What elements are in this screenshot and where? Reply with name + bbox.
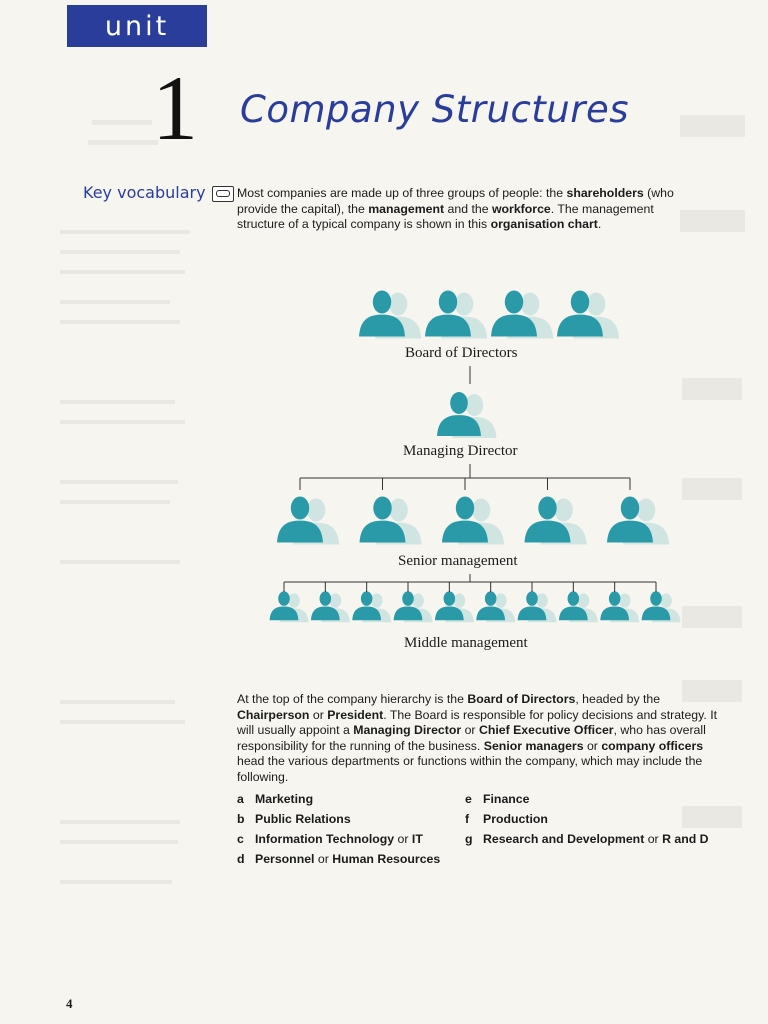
list-item: g Research and Development or R and D (465, 832, 709, 846)
page-title: Company Structures (240, 88, 629, 131)
body-paragraph (237, 692, 732, 785)
list-item: a Marketing (237, 792, 314, 806)
term: Senior managers (483, 738, 584, 753)
list-item: e Finance (465, 792, 530, 806)
middle-management-label: Middle management (404, 635, 528, 651)
section-heading: Key vocabulary (83, 183, 206, 202)
unit-label: unit (104, 10, 170, 42)
intro-text: and the (444, 201, 492, 216)
term: President (327, 707, 384, 722)
intro-text: . (597, 217, 602, 231)
term: shareholders (566, 186, 644, 200)
term: management (368, 201, 445, 216)
list-item: c Information Technology or IT (237, 832, 423, 846)
body-text: . The Board is responsible for policy decisions and strategy. It will usually appoint a (237, 707, 718, 737)
body-text: head the various departments or functions within the company, which may include the following. (237, 754, 703, 784)
body-text: or (461, 723, 479, 737)
managing-director-label: Managing Director (403, 443, 518, 459)
list-item: d Personnel or Human Resources (237, 852, 441, 866)
list-item: f Production (465, 812, 548, 826)
body-text: or (583, 738, 602, 753)
intro-text: Most companies are made up of three groups of people: the (237, 186, 567, 200)
term: company officers (601, 738, 704, 753)
list-item: b Public Relations (237, 812, 351, 826)
term: Chief Executive Officer (478, 723, 614, 737)
intro-text: . The management structure of a typical company is shown in this (237, 201, 654, 231)
term: workforce (491, 201, 551, 216)
body-text: At the top of the company hierarchy is the (237, 692, 468, 706)
term: Managing Director (353, 723, 462, 737)
unit-number: 1 (152, 57, 198, 159)
body-text: , headed by the (575, 692, 661, 706)
page-number: 4 (66, 996, 73, 1011)
senior-management-label: Senior management (398, 553, 518, 569)
intro-text: (who provide the capital), the (237, 186, 674, 216)
body-text: , who has overall responsibility for the running of the business. (237, 723, 706, 753)
body-text: or (309, 707, 328, 722)
term: organisation chart (490, 217, 598, 231)
board-of-directors-label: Board of Directors (405, 345, 518, 361)
term: Chairperson (237, 707, 310, 722)
term: Board of Directors (467, 692, 576, 706)
